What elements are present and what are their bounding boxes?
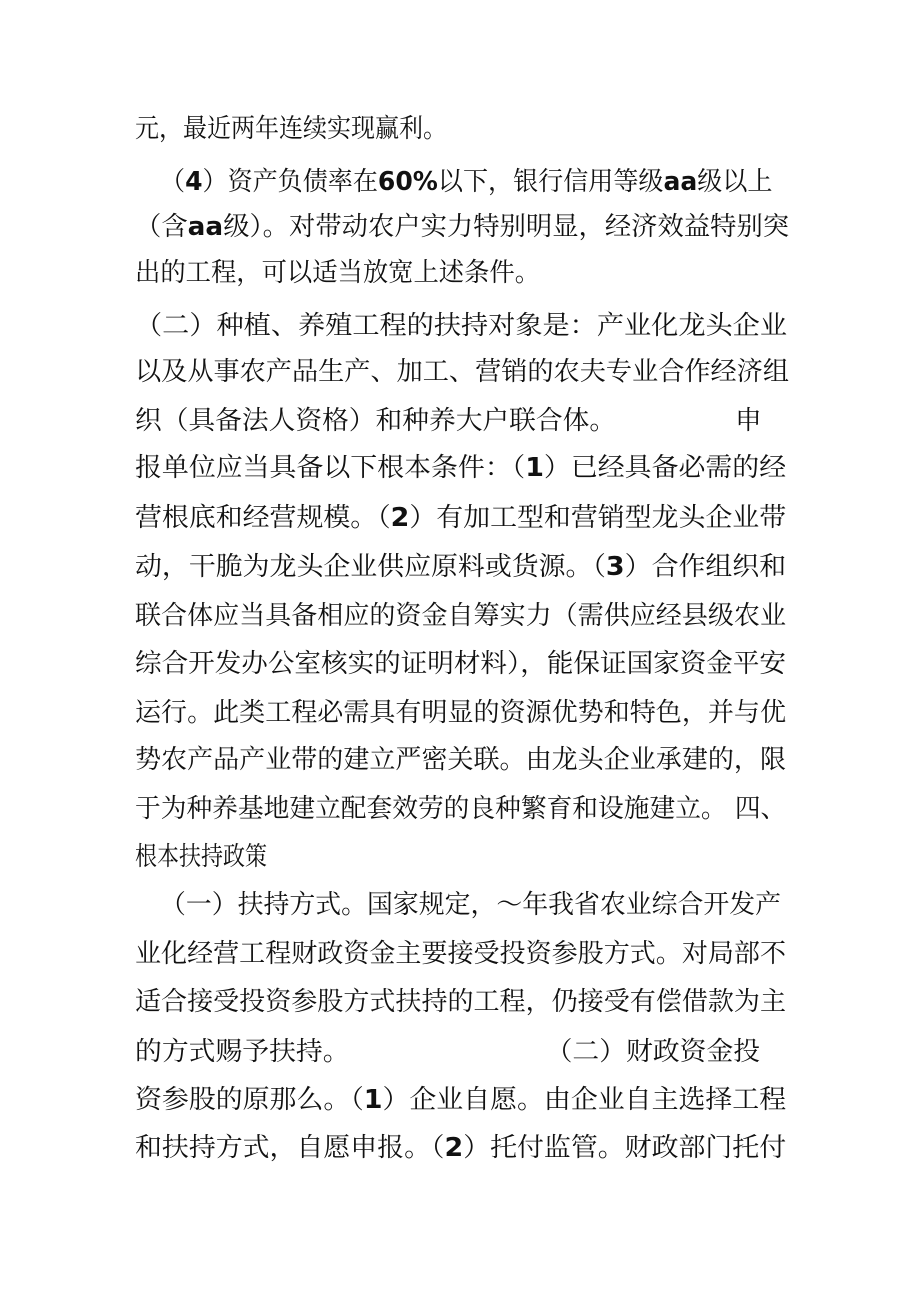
text-run: （含 (135, 212, 188, 242)
text-run: 营根底和经营规模。（ (135, 503, 391, 533)
text-run: 于为种养基地建立配套效劳的良种繁育和设施建立。 四、 (135, 794, 787, 824)
text-run: ）托付监管。财政部门托付 (463, 1133, 787, 1163)
document-line (135, 357, 789, 387)
document-line (135, 1037, 760, 1067)
document-line (135, 453, 786, 483)
text-run: 动，干脆为龙头企业供应原料或货源。（ (135, 552, 606, 582)
document-line (135, 114, 447, 144)
document-line (135, 1085, 786, 1115)
text-run: aa (187, 212, 224, 242)
document-line (135, 311, 787, 341)
text-run: 3 (605, 552, 625, 582)
document-line (135, 842, 267, 872)
document-line (135, 552, 786, 582)
document-line (135, 406, 762, 436)
text-run: 级以上 (697, 167, 773, 197)
text-run: 资参股的原那么。（ (135, 1085, 364, 1115)
document-line (135, 503, 786, 533)
text-run: 业化经营工程财政资金主要接受投资参股方式。对局部不 (135, 939, 787, 969)
text-run: ）企业自愿。由企业自主选择工程 (382, 1085, 787, 1115)
text-run: aa (663, 167, 698, 197)
document-line (135, 794, 786, 824)
text-run: （二）种植、养殖工程的扶持对象是：产业化龙头企业 (135, 311, 788, 341)
text-run: 和扶持方式，自愿申报。（ (135, 1133, 445, 1163)
text-run: ）已经具备必需的经 (543, 453, 787, 483)
text-run: （一）扶持方式。国家规定，～年我省农业综合开发产 (160, 890, 782, 920)
document-line (135, 1133, 786, 1163)
document-line (160, 167, 772, 197)
text-run: ）资产负债率在 (202, 167, 378, 197)
text-run: 的方式赐予扶持。 （二）财政资金投 (135, 1037, 761, 1067)
text-run: 2 (444, 1133, 464, 1163)
document-line (135, 939, 786, 969)
text-run: 势农产品产业带的建立严密关联。由龙头企业承建的，限 (135, 745, 787, 775)
document-line (135, 649, 786, 679)
document-line (135, 745, 786, 775)
document-line (135, 601, 786, 631)
text-run: 运行。此类工程必需具有明显的资源优势和特色，并与优 (135, 698, 787, 728)
text-run: ）有加工型和营销型龙头企业带 (409, 503, 787, 533)
text-run: 根本扶持政策 (135, 842, 268, 872)
text-run: ）合作组织和 (624, 552, 787, 582)
text-run: 出的工程，可以适当放宽上述条件。 (135, 258, 541, 288)
text-run: 1 (525, 453, 544, 483)
text-run: 织（具备法人资格）和种养大户联合体。 申 (135, 406, 762, 436)
text-run: 级）。对带动农户实力特别明显，经济效益特别突 (223, 212, 790, 242)
document-line (135, 258, 540, 288)
text-run: （ (160, 167, 186, 197)
document-line (135, 212, 789, 242)
text-run: 元，最近两年连续实现赢利。 (135, 114, 448, 144)
text-run: 1 (363, 1085, 383, 1115)
text-run: 报单位应当具备以下根本条件：（ (135, 453, 526, 483)
document-line (135, 987, 786, 1017)
text-run: 联合体应当具备相应的资金自筹实力（需供应经县级农业 (135, 601, 787, 631)
text-run: 以下，银行信用等级 (437, 167, 664, 197)
text-run: 2 (390, 503, 410, 533)
text-run: 适合接受投资参股方式扶持的工程，仍接受有偿借款为主 (135, 987, 787, 1017)
text-run: 60% (377, 167, 438, 197)
text-run: 综合开发办公室核实的证明材料），能保证国家资金平安 (135, 649, 787, 679)
document-line (160, 890, 781, 920)
document-line (135, 698, 786, 728)
text-run: 4 (185, 167, 203, 197)
text-run: 以及从事农产品生产、加工、营销的农夫专业合作经济组 (135, 357, 790, 387)
